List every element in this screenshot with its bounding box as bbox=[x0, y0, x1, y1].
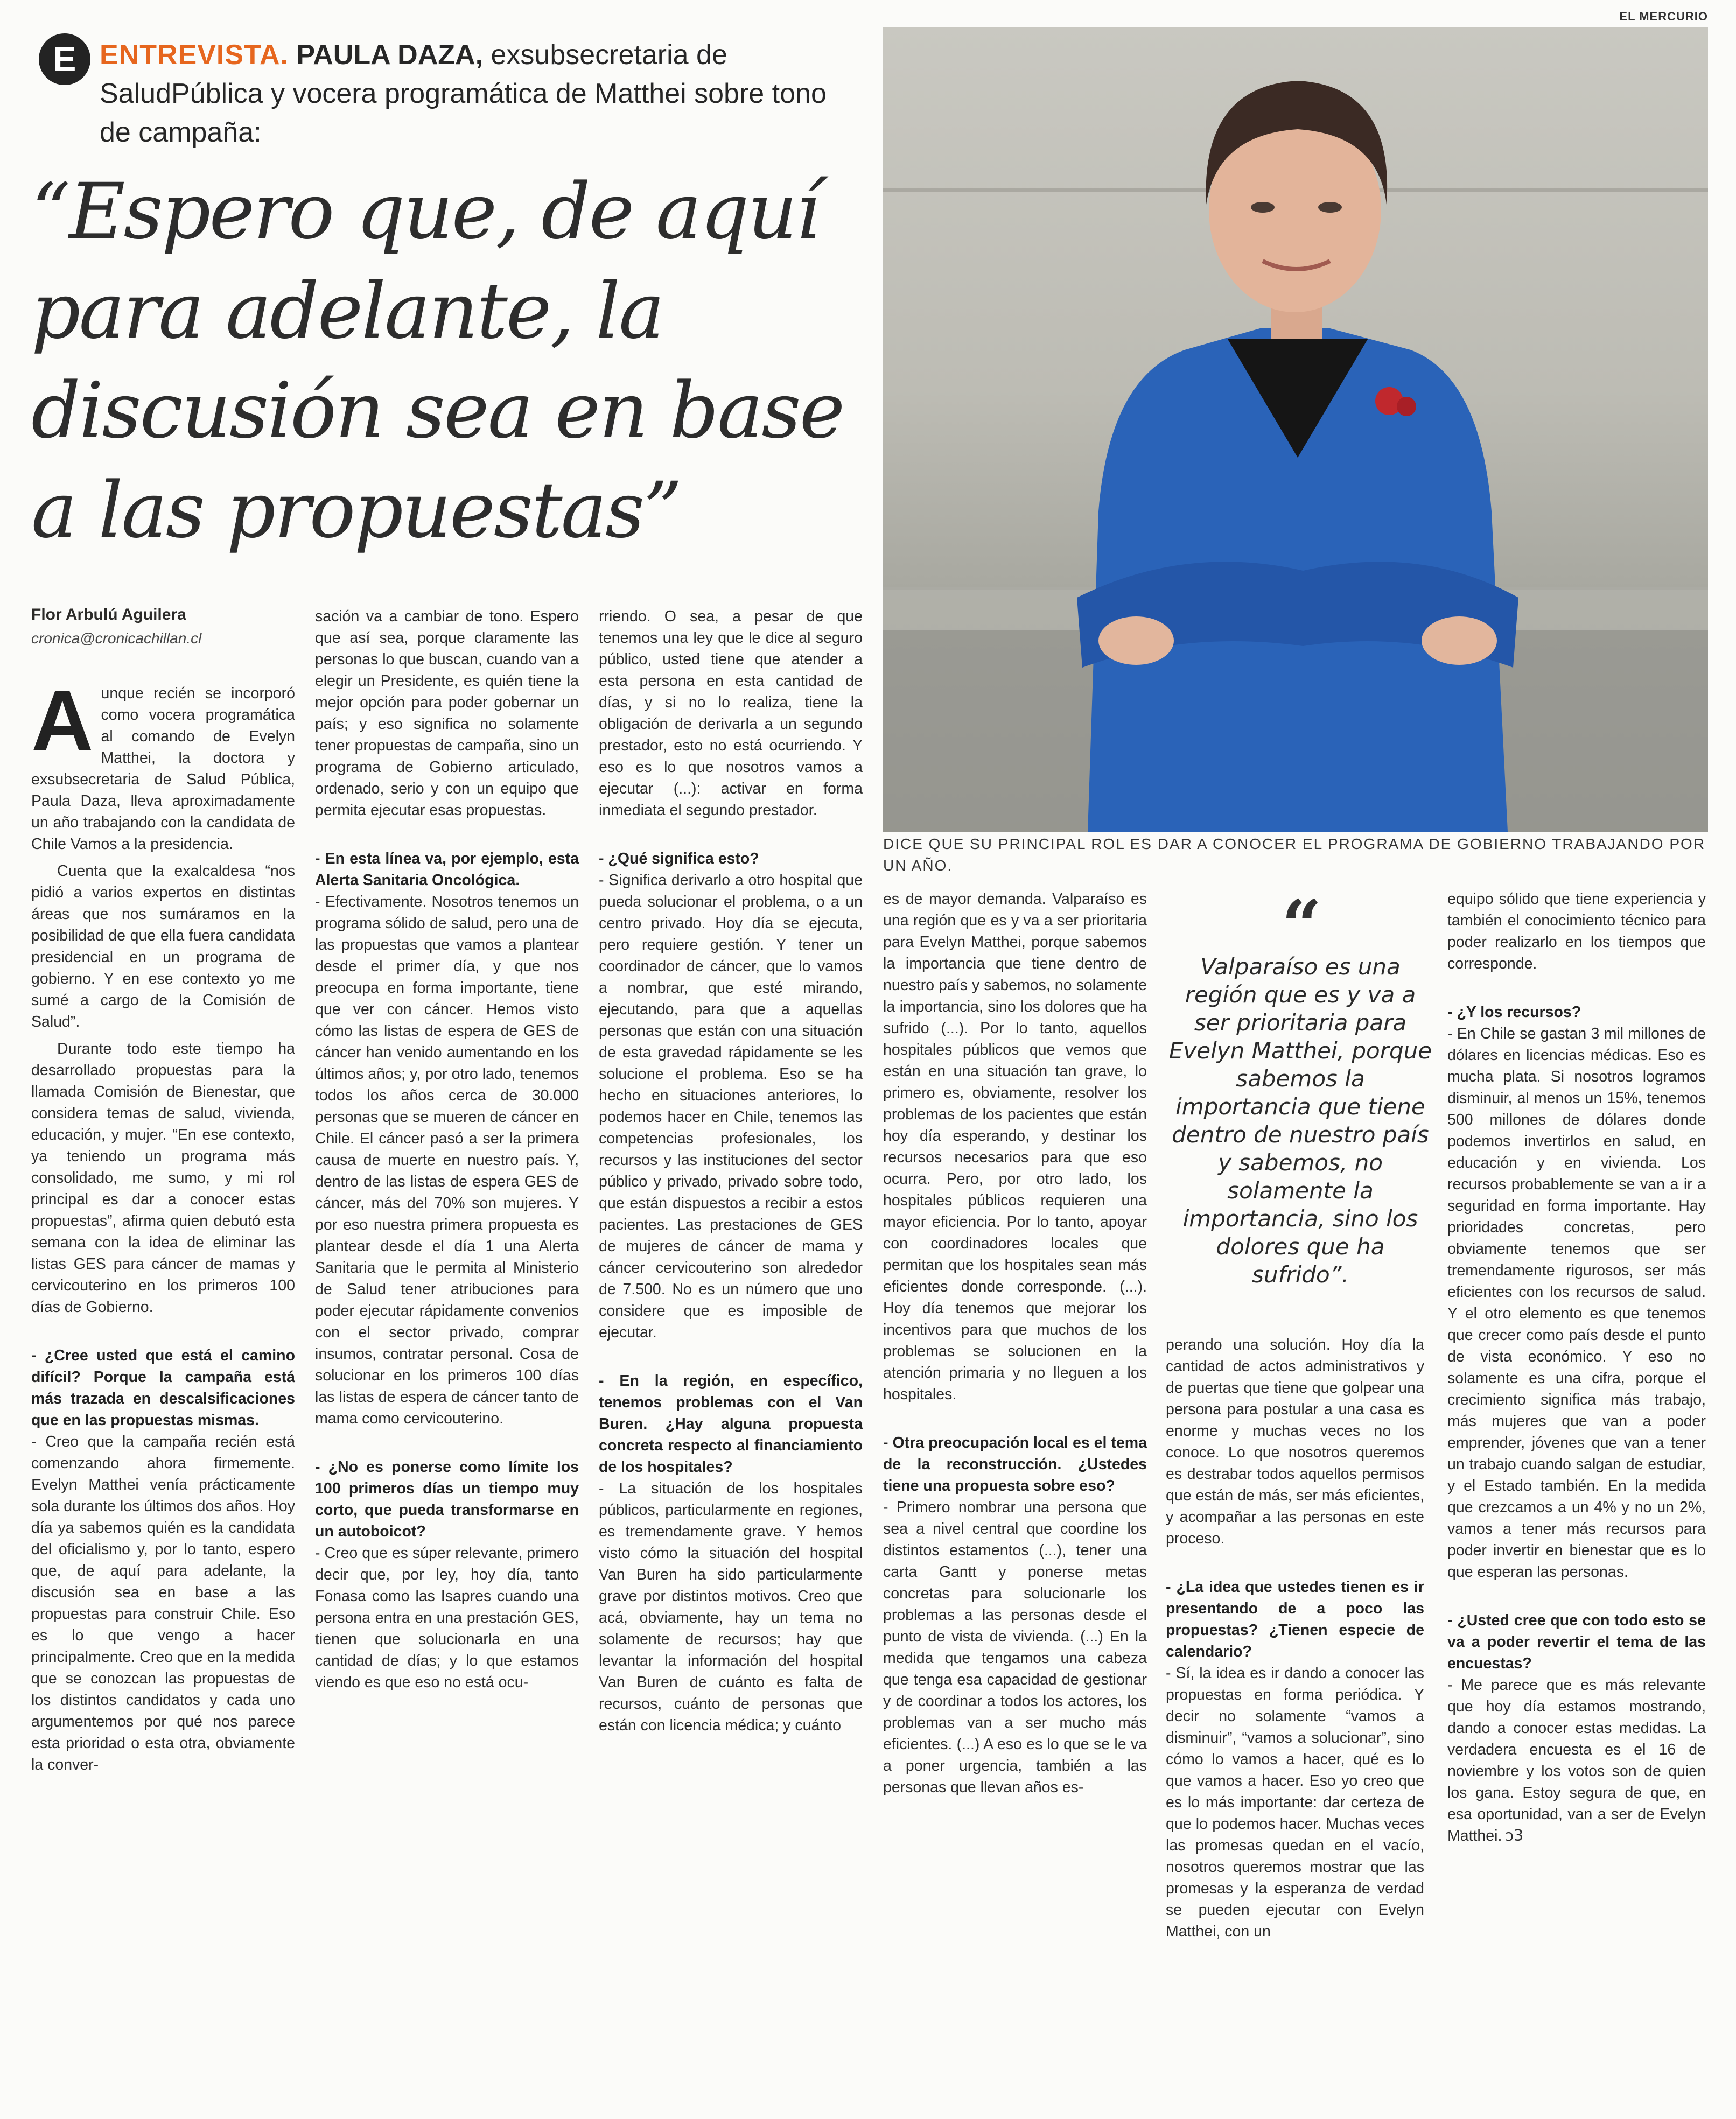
interview-answer: - Primero nombrar una persona que sea a nivel central que coordine los distintos estamentos (...), tener una carta Gantt y ponerse metas concretas para solucionarle los problemas a las personas desde el punto de vista de vivienda. (...) En la medida que tengamos una cabeza que tenga esa capacidad de gestionar y de coordinar a todos los actores, los problemas van a ser mucho más eficientes. (...) A eso es lo que se le va a poner urgencia, también a las personas que llevan años es- bbox=[883, 1499, 1147, 1796]
quote-marks: “ bbox=[1282, 885, 1322, 967]
interview-answer: - Sí, la idea es ir dando a conocer las propuestas en forma periódica. Y decir no solamente “vamos a disminuir”, “vamos a solucionar”, sino cómo lo vamos a hacer, qué es lo que vamos a hacer. Eso yo creo que es lo más importante: dar certeza de que lo podemos hacer. Muchas veces las promesas quedan en el vacío, nosotros queremos mostrar que las promesas y la esperanza de verdad se pueden ejecutar con Evelyn Matthei, con un bbox=[1166, 1665, 1424, 1940]
interview-answer: sación va a cambiar de tono. Espero que así sea, porque claramente las personas lo que buscan, cuando van a elegir un Presidente, es quién tiene la mejor opción para poder gobernar un país; y eso significa no solamente tener propuestas de campaña, sino un programa de Gobierno articulado, ordenado, serio y con un equipo que permita ejecutar esas propuestas. bbox=[315, 608, 579, 819]
portrait-photo bbox=[883, 27, 1708, 832]
masthead: EL MERCURIO bbox=[1619, 10, 1708, 23]
interviewee-name: PAULA DAZA, bbox=[296, 39, 484, 71]
interview-question: - ¿Cree usted que está el camino difícil? Porque la campaña está más trazada en descalsificaciones que en las propuestas mismas. bbox=[31, 1347, 295, 1429]
section-badge: E bbox=[39, 33, 90, 85]
kicker-text: exsubsecretaria de SaludPública y vocera programática de Matthei sobre tono de campaña: bbox=[100, 39, 827, 148]
kicker bbox=[100, 36, 864, 152]
interview-question: - ¿Y los recursos? bbox=[1447, 1004, 1581, 1021]
interview-answer: - Creo que la campaña recién está comenzando ahora firmemente. Evelyn Matthei venía prácticamente sola durante los últimos dos años. Hoy día ya sabemos quién es la candidata del oficialismo y, por lo tanto, espero que, de aquí para adelante, la discusión sea en base a las propuestas para construir Chile. Eso es lo que vengo a hacer principalmente. Creo que en la medida que se conozcan las propuestas de los distintos candidatos y cada uno argumentemos por qué nos parece esta prioridad o esta otra, obviamente la conver- bbox=[31, 1433, 295, 1773]
article-column-3 bbox=[599, 606, 863, 1736]
author-name: Flor Arbulú Aguilera bbox=[31, 606, 186, 623]
interview-question: - ¿Qué significa esto? bbox=[599, 850, 759, 867]
interview-answer bbox=[1447, 1674, 1706, 1847]
interview-answer: perando una solución. Hoy día la cantidad de actos administrativos y de puertas que tiene que golpear una persona para postular a una casa es enorme y muchas veces no los conoce. Lo que nosotros queremos es destrabar todos aquellos permisos que están de más, ser más eficientes, y acompañar a las personas en este proceso. bbox=[1166, 1336, 1424, 1547]
article-column-1 bbox=[31, 672, 295, 1776]
body-paragraph: Durante todo este tiempo ha desarrollado propuestas para la llamada Comisión de Bienestar, que considera temas de salud, vivienda, educación, y mujer. “En ese contexto, ya teniendo un programa más consolidado, me sumo, y mi rol principal es dar a conocer estas propuestas”, afirma quien debutó esta semana con la idea de eliminar las listas GES para cáncer de mamas y cervicouterino en los primeros 100 días de Gobierno. bbox=[31, 1040, 295, 1316]
end-mark: ↄ3 bbox=[1505, 1827, 1524, 1844]
interview-answer: es de mayor demanda. Valparaíso es una región que es y va a ser prioritaria para Evelyn Matthei, porque sabemos la importancia que tiene dentro de nuestro país y sabemos, no solamente la importancia, sino los dolores que ha sufrido (...). Por lo tanto, aquellos hospitales públicos que vemos que están en una situación tan grave, lo primero es, obviamente, resolver los problemas de los pacientes que están hoy día esperando, y destinar los recursos necesarios para que eso ocurra. Pero, por otro lado, los hospitales públicos requieren una mayor eficiencia. Por lo tanto, apoyar con coordinadores locales que permitan que los hospitales sean más eficientes donde corresponde. (...). Hoy día tenemos que mejorar los incentivos para que muchos de los problemas se solucionen en la atención primaria y no lleguen a los hospitales. bbox=[883, 890, 1147, 1403]
pull-quote: Valparaíso es una región que es y va a ser prioritaria para Evelyn Matthei, porque sabemos la importancia que tiene dentro de nuestro país y sabemos, no solamente la importancia, sino los dolores que ha sufrido”. bbox=[1168, 953, 1432, 1288]
interview-question: - En esta línea va, por ejemplo, esta Alerta Sanitaria Oncológica. bbox=[315, 850, 579, 889]
interview-question: - ¿Usted cree que con todo esto se va a poder revertir el tema de las encuestas? bbox=[1447, 1612, 1706, 1672]
interview-answer: - Significa derivarlo a otro hospital que pueda solucionar el problema, o a un centro privado. Hoy día se ejecuta, pero requiere gestión. Y tener un coordinador de cáncer, que lo vamos a nombrar, que esté mirando, ejecutando, para que a aquellas personas que están con una situación de esta gravedad rápidamente se les solucione el problema. Eso se ha hecho en situaciones anteriores, lo podemos hacer en Chile, tenemos las competencias profesionales, los recursos y las instituciones del sector público y privado, privado sobre todo, que están dispuestos a recibir a estos pacientes. Las prestaciones de GES de mujeres de cáncer de mama y cáncer cervicouterino son alrededor de 7.500. No es un número que uno considere que es imposible de ejecutar. bbox=[599, 872, 863, 1341]
interview-question: - ¿No es ponerse como límite los 100 primeros días un tiempo muy corto, que pueda transformarse en un autoboicot? bbox=[315, 1458, 579, 1540]
interview-answer: - La situación de los hospitales públicos, particularmente en regiones, es tremendamente grave. Y hemos visto cómo la situación del hospital Van Buren ha sido particularmente grave por distintos motivos. Creo que acá, obviamente, hay un tema no solamente de recursos; hay que levantar la información del hospital Van Buren de cuánto es falta de recursos, cuánto de personas que están con licencia médica; y cuánto bbox=[599, 1480, 863, 1734]
interview-answer: - Creo que es súper relevante, primero decir que, por ley, hoy día, tanto Fonasa como las Isapres cuando una persona entra en una prestación GES, tienen que solucionarla en una cantidad de días; y lo que estamos viendo es que eso no está ocu- bbox=[315, 1545, 579, 1691]
interview-answer: - Efectivamente. Nosotros tenemos un programa sólido de salud, pero una de las propuestas que vamos a plantear desde el primer día, y que nos preocupa en forma importante, tiene que ver con cáncer. Hemos visto cómo las listas de espera de GES de cáncer han venido aumentando en los últimos años; y, por otro lado, tenemos todos los años cerca de 30.000 personas que se mueren de cáncer en Chile. El cáncer pasó a ser la primera causa de muerte en nuestro país. Y, dentro de las listas de espera GES de cáncer, más del 70% son mujeres. Y por eso nuestra primera propuesta es plantear desde el día 1 una Alerta Sanitaria que le permita al Ministerio de Salud tener atribuciones para poder ejecutar rápidamente convenios con el sector privado, comprar insumos, contratar personal. Cosa de solucionar en los primeros 100 días las listas de espera de cáncer tanto de mama como cervicouterino. bbox=[315, 893, 579, 1427]
interview-question: - Otra preocupación local es el tema de la reconstrucción. ¿Ustedes tiene una propuesta sobre eso? bbox=[883, 1434, 1147, 1494]
final-answer-text: - Me parece que es más relevante que hoy día estamos mostrando, dando a conocer estas medidas. La verdadera encuesta es el 16 de noviembre y los votos son de quien los gana. Estoy segura de que, en esa oportunidad, van a ser de Evelyn Matthei. bbox=[1447, 1676, 1706, 1844]
article-column-5 bbox=[1166, 1334, 1424, 1942]
intro-paragraph bbox=[31, 672, 295, 855]
interview-question: - ¿La idea que ustedes tienen es ir presentando de a poco las propuestas? ¿Tienen especie de calendario? bbox=[1166, 1578, 1424, 1660]
author-email: cronica@cronicachillan.cl bbox=[31, 630, 202, 647]
interview-question: - En la región, en específico, tenemos problemas con el Van Buren. ¿Hay alguna propuesta concreta respecto al financiamiento de los hospitales? bbox=[599, 1372, 863, 1476]
section-label: ENTREVISTA. bbox=[100, 39, 289, 71]
drop-cap: A bbox=[31, 672, 94, 769]
portrait-figure bbox=[883, 27, 1708, 832]
interview-answer: rriendo. O sea, a pesar de que tenemos una ley que le dice al seguro público, usted tiene que atender a esta persona en esta cantidad de días, y si no lo realiza, tiene la obligación de derivarla a un segundo prestador, esto no está ocurriendo. Y eso es lo que nosotros vamos a ejecutar (...): activar en forma inmediata el segundo prestador. bbox=[599, 608, 863, 819]
headline: “Espero que, de aquí para adelante, la discusión sea en base a las propuestas” bbox=[31, 166, 844, 555]
interview-answer: equipo sólido que tiene experiencia y también el conocimiento técnico para poder realizarlo en los tiempos que corresponde. bbox=[1447, 890, 1706, 972]
body-paragraph: Cuenta que la exalcaldesa “nos pidió a varios expertos en distintas áreas que nos sumáramos en la posibilidad de que ella fuera candidata presidencial en un programa de gobierno. Y en ese contexto yo me sumé a cargo de la Comisión de Salud”. bbox=[31, 862, 295, 1030]
article-column-4 bbox=[883, 888, 1147, 1798]
article-column-6 bbox=[1447, 888, 1706, 1847]
intro-text: unque recién se incorporó como vocera programática al comando de Evelyn Matthei, la doctora y exsubsecretaria de Salud Pública, Paula Daza, lleva aproximadamente un año trabajando con la candidata de Chile Vamos a la presidencia. bbox=[31, 685, 295, 853]
photo-caption: DICE QUE SU PRINCIPAL ROL ES DAR A CONOCER EL PROGRAMA DE GOBIERNO TRABAJANDO POR UN AÑO. bbox=[883, 836, 1706, 874]
article-column-2 bbox=[315, 606, 579, 1693]
interview-answer: - En Chile se gastan 3 mil millones de dólares en licencias médicas. Eso es mucha plata. Si nosotros logramos disminuir, al menos un 15%, tenemos 500 millones de dólares donde podemos invertirlos en salud, en educación y en vivienda. Los recursos probablemente se van a ir a seguridad en forma importante. Hay prioridades concretas, pero obviamente tenemos que ser tremendamente rigurosos, ser más eficientes con los recursos de salud. Y el otro elemento es que tenemos que crecer como país desde el punto de vista económico. Y eso no solamente es una cifra, porque el crecimiento significa más trabajo, más mujeres que van a poder emprender, jóvenes que van a tener un trabajo cuando salgan de estudiar, y el Estado también. En la medida que crezcamos a un 4% y no un 2%, vamos a tener más recursos para poder invertir en bienestar que es lo que esperan las personas. bbox=[1447, 1025, 1706, 1581]
